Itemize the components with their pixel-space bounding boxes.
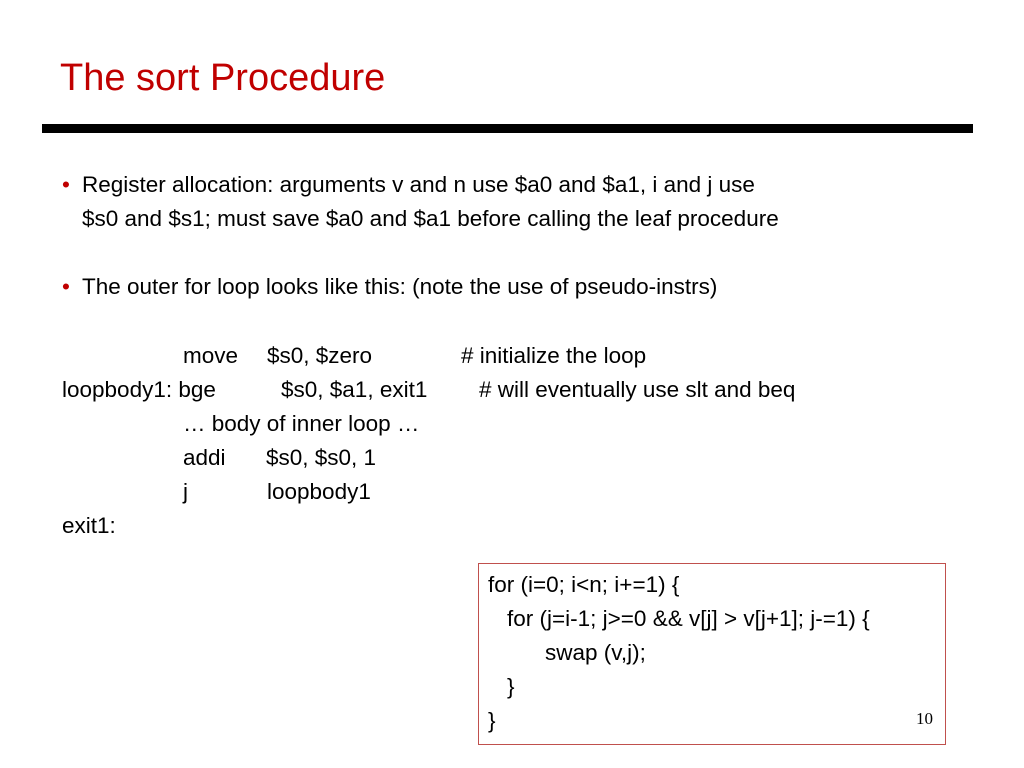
bullet-icon: • (62, 172, 70, 197)
c-code-line-3: swap (v,j); (545, 640, 646, 665)
asm-bge-comment: # will eventually use slt and beq (479, 377, 796, 402)
asm-addi-args: $s0, $s0, 1 (266, 445, 377, 470)
slide-title: The sort Procedure (60, 57, 386, 99)
bullet-text: The outer for loop looks like this: (note the use of pseudo-instrs) (82, 274, 718, 299)
title-divider (42, 124, 973, 133)
asm-move-args: $s0, $zero (267, 343, 373, 368)
bullet-outer-loop (62, 270, 717, 304)
asm-j-args: loopbody1 (267, 479, 371, 504)
bullet-icon: • (62, 274, 70, 299)
asm-move-comment: # initialize the loop (461, 343, 647, 368)
c-code-box (478, 563, 946, 745)
asm-move-op: move (183, 343, 239, 368)
asm-inner-body: … body of inner loop … (183, 411, 420, 436)
c-code-line-5: } (488, 708, 496, 733)
c-code-line-4: } (507, 674, 515, 699)
bullet-text-line1: Register allocation: arguments v and n use $a0 and $a1, i and j use (82, 172, 755, 197)
asm-addi-op: addi (183, 445, 226, 470)
asm-bge-args: $s0, $a1, exit1 (281, 377, 428, 402)
asm-loop-label: loopbody1: bge (62, 377, 216, 402)
asm-j-op: j (183, 479, 188, 504)
bullet-register-allocation (62, 168, 779, 236)
asm-exit-label: exit1: (62, 513, 116, 538)
c-code-line-1: for (i=0; i<n; i+=1) { (488, 572, 680, 597)
page-number: 10 (916, 709, 933, 728)
c-code-line-2: for (j=i-1; j>=0 && v[j] > v[j+1]; j-=1) { (507, 606, 870, 631)
bullet-text-line2: $s0 and $s1; must save $a0 and $a1 before calling the leaf procedure (82, 206, 779, 231)
